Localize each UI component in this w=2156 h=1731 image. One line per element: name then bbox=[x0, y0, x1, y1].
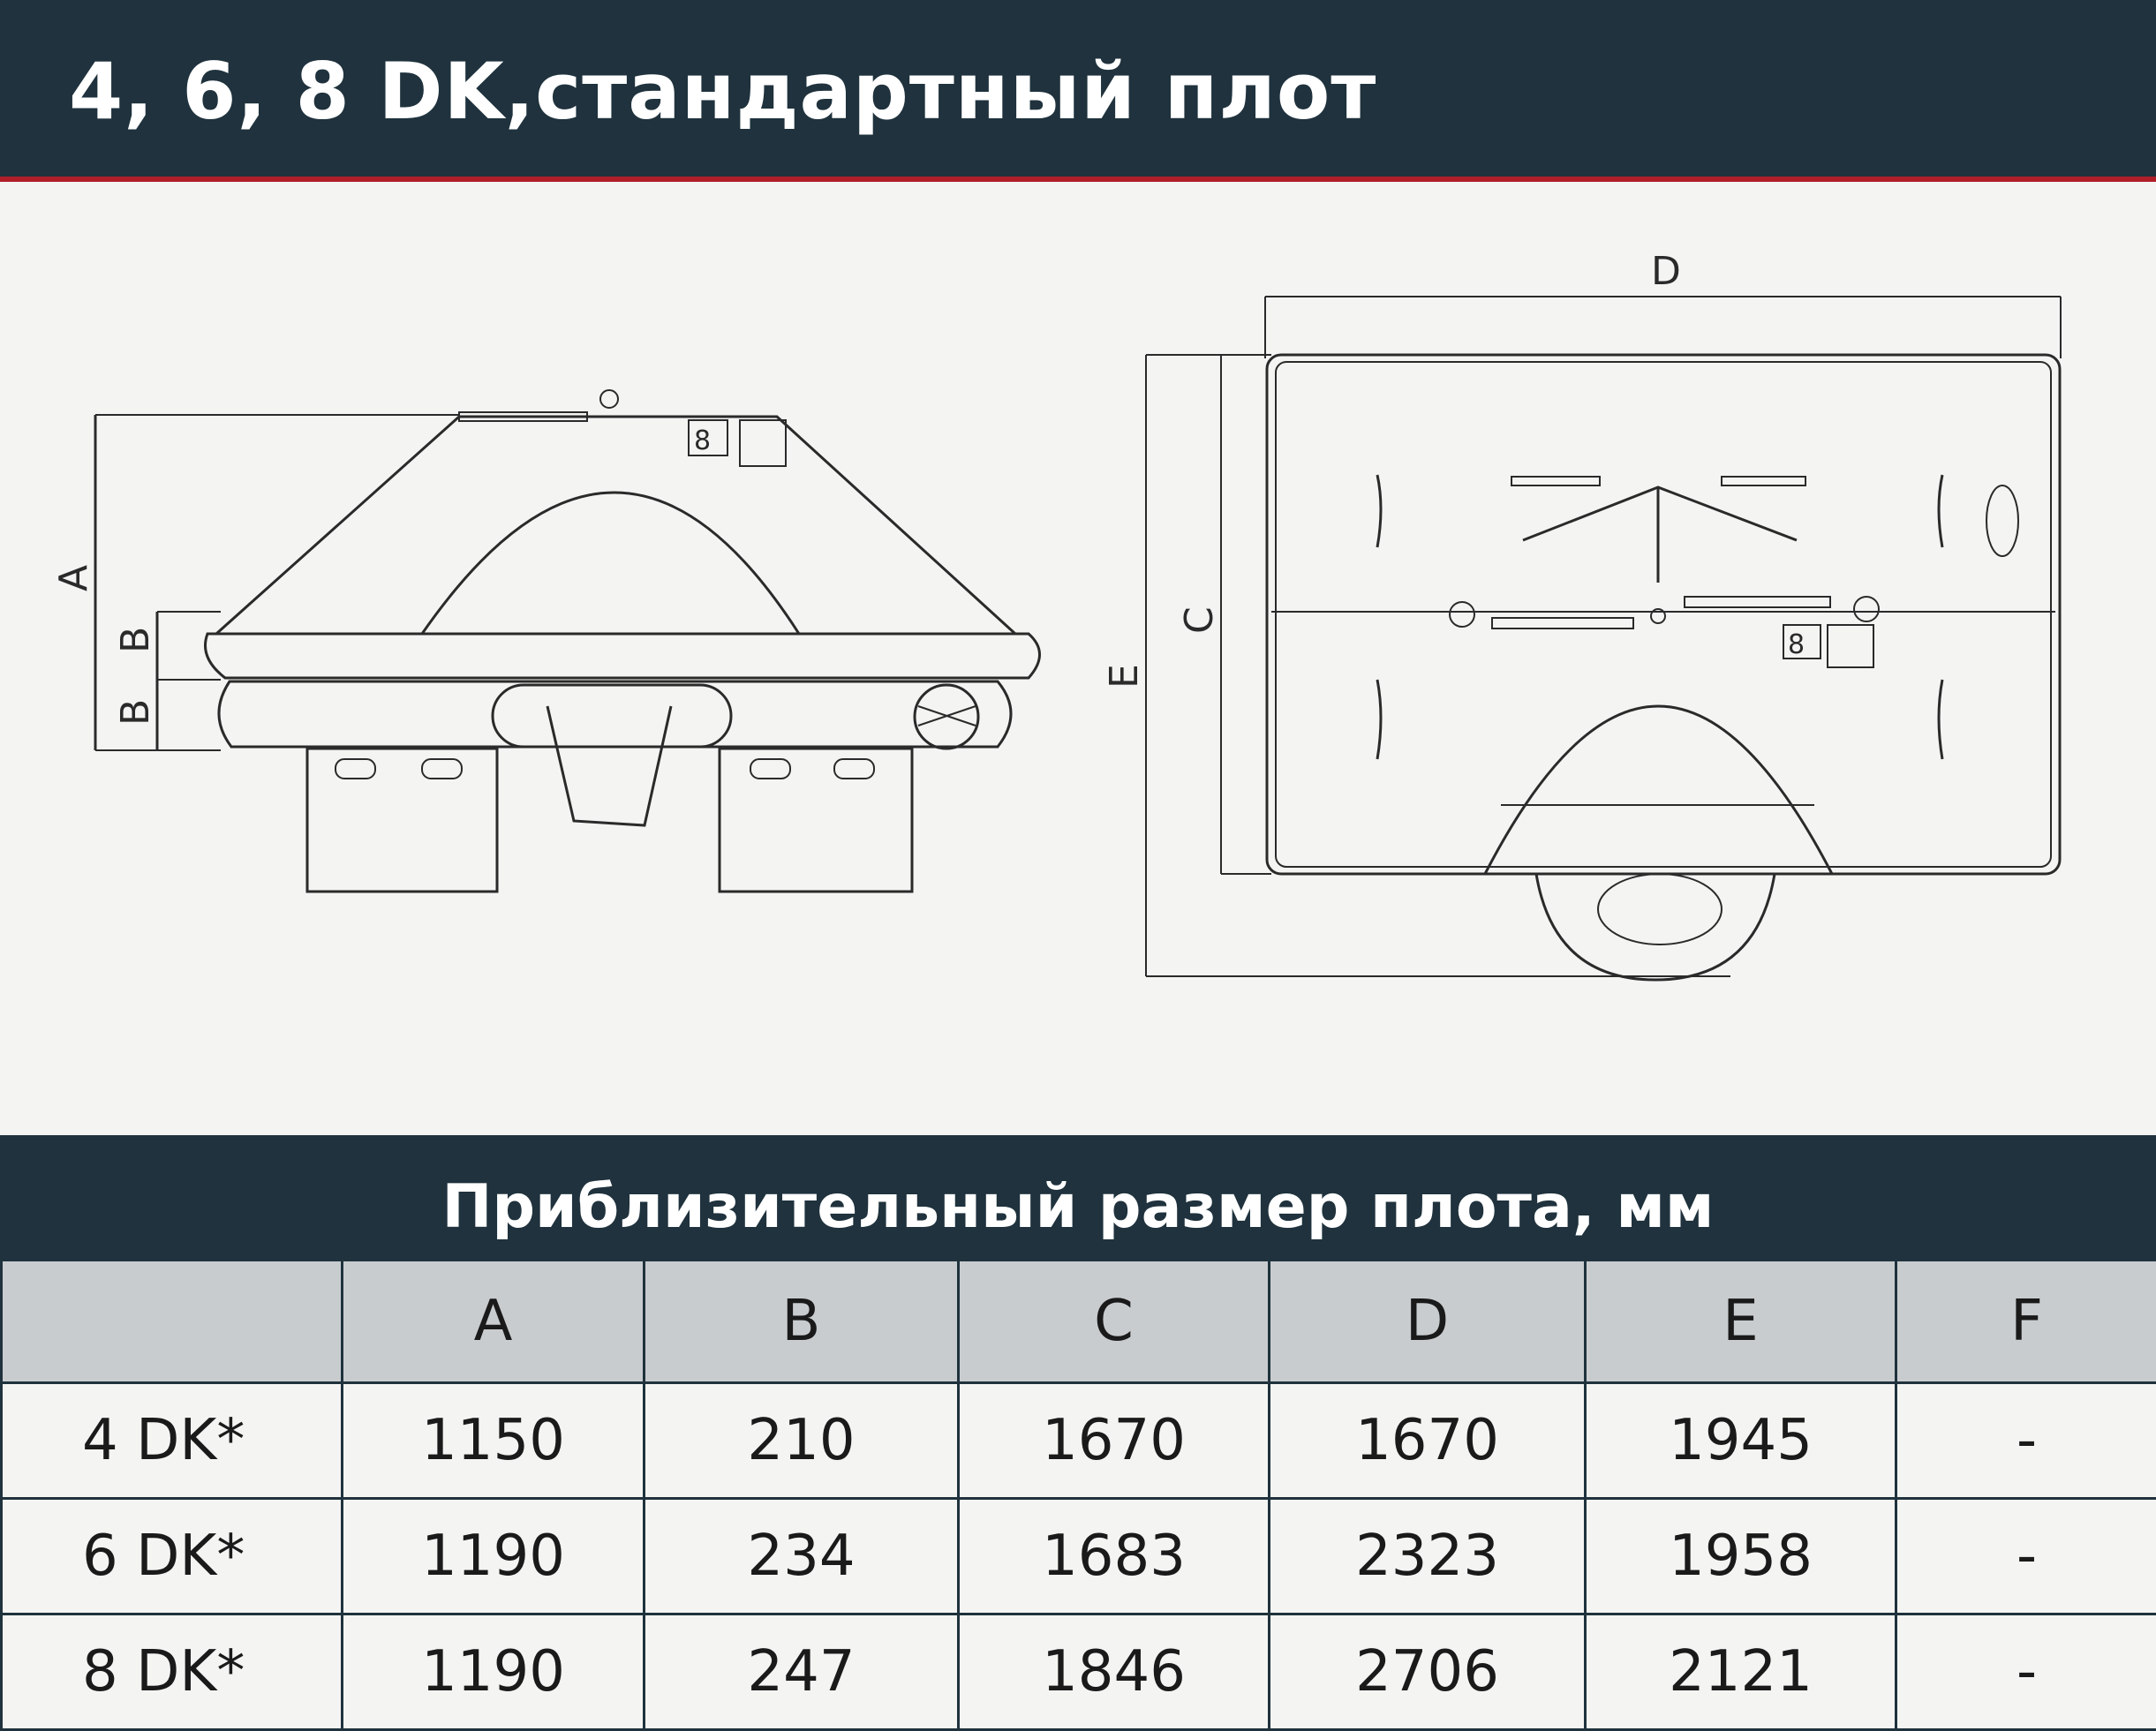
dimensions-table bbox=[0, 1259, 2156, 1731]
table-title: Приблизительный размер плота, мм bbox=[0, 1172, 2156, 1242]
cell-f: - bbox=[1896, 1499, 2156, 1614]
capacity-badge-side: 8 bbox=[694, 425, 711, 456]
cell-e: 1945 bbox=[1586, 1383, 1896, 1499]
cell-f: - bbox=[1896, 1383, 2156, 1499]
cell-d: 2323 bbox=[1270, 1499, 1586, 1614]
row-model: 8 DK* bbox=[2, 1614, 343, 1730]
table-row bbox=[2, 1383, 2156, 1499]
raft-drawing bbox=[0, 182, 2156, 1135]
cell-d: 2706 bbox=[1270, 1614, 1586, 1730]
label-c: C bbox=[1177, 606, 1222, 634]
column-header-corner bbox=[2, 1261, 343, 1383]
label-b-bottom: B bbox=[113, 699, 158, 726]
cell-a: 1150 bbox=[343, 1383, 645, 1499]
table-band bbox=[0, 1135, 2156, 1259]
cell-c: 1670 bbox=[959, 1383, 1270, 1499]
page-title: 4, 6, 8 DK,стандартный плот bbox=[69, 46, 1376, 137]
row-model: 6 DK* bbox=[2, 1499, 343, 1614]
cell-e: 1958 bbox=[1586, 1499, 1896, 1614]
label-d: D bbox=[1651, 249, 1681, 294]
cell-a: 1190 bbox=[343, 1614, 645, 1730]
label-b-top: B bbox=[113, 627, 158, 653]
column-header-a: A bbox=[343, 1261, 645, 1383]
table-row bbox=[2, 1614, 2156, 1730]
cell-b: 210 bbox=[645, 1383, 959, 1499]
column-header-b: B bbox=[645, 1261, 959, 1383]
cell-c: 1683 bbox=[959, 1499, 1270, 1614]
label-a: A bbox=[51, 565, 96, 591]
cell-c: 1846 bbox=[959, 1614, 1270, 1730]
column-header-e: E bbox=[1586, 1261, 1896, 1383]
cell-e: 2121 bbox=[1586, 1614, 1896, 1730]
title-bar bbox=[0, 0, 2156, 177]
column-header-f: F bbox=[1896, 1261, 2156, 1383]
row-model: 4 DK* bbox=[2, 1383, 343, 1499]
cell-b: 247 bbox=[645, 1614, 959, 1730]
cell-a: 1190 bbox=[343, 1499, 645, 1614]
top-view bbox=[1102, 249, 2061, 980]
column-header-c: C bbox=[959, 1261, 1270, 1383]
cell-f: - bbox=[1896, 1614, 2156, 1730]
table-row bbox=[2, 1499, 2156, 1614]
cell-b: 234 bbox=[645, 1499, 959, 1614]
table-header-row bbox=[2, 1261, 2156, 1383]
column-header-d: D bbox=[1270, 1261, 1586, 1383]
raft-drawing-svg bbox=[0, 182, 2156, 1135]
label-e: E bbox=[1102, 664, 1147, 689]
side-view bbox=[51, 390, 1040, 892]
cell-d: 1670 bbox=[1270, 1383, 1586, 1499]
capacity-badge-top: 8 bbox=[1788, 629, 1805, 660]
